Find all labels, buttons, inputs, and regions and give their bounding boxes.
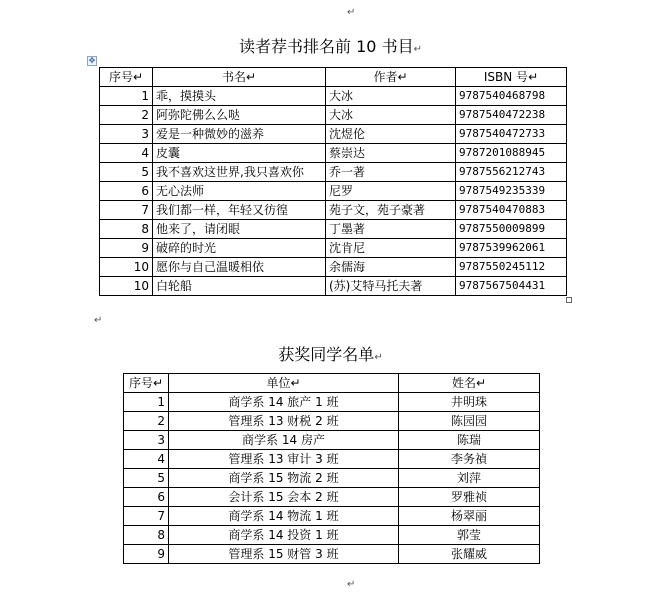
cell-no: 7 — [124, 507, 169, 526]
cell-no: 9 — [124, 545, 169, 564]
cell-book-name: 我不喜欢这世界,我只喜欢你 — [153, 163, 326, 182]
cell-no: 8 — [100, 220, 153, 239]
cell-author: 余儒海 — [326, 258, 456, 277]
cell-author: 大冰 — [326, 106, 456, 125]
cell-book-name: 阿弥陀佛么么哒 — [153, 106, 326, 125]
awards-table — [123, 373, 540, 564]
cell-author: 沈煜伦 — [326, 125, 456, 144]
table-row — [124, 431, 540, 450]
cell-unit: 商学系 15 物流 2 班 — [169, 469, 399, 488]
paragraph-mark: ↵ — [413, 44, 422, 55]
paragraph-mark-top: ↵ — [347, 7, 356, 18]
header-book-name: 书名↵ — [153, 68, 326, 87]
table-row — [100, 125, 567, 144]
cell-author: 苑子文，苑子豪著 — [326, 201, 456, 220]
table-row — [124, 507, 540, 526]
cell-author: 大冰 — [326, 87, 456, 106]
cell-unit: 会计系 15 会本 2 班 — [169, 488, 399, 507]
cell-book-name: 白轮船 — [153, 277, 326, 296]
cell-student-name: 陈园园 — [399, 412, 540, 431]
table-row — [124, 526, 540, 545]
cell-student-name: 李务禎 — [399, 450, 540, 469]
table-row — [100, 201, 567, 220]
table-row — [100, 258, 567, 277]
cell-unit: 商学系 14 旅产 1 班 — [169, 393, 399, 412]
cell-author: 乔一著 — [326, 163, 456, 182]
cell-isbn: 9787201088945 — [456, 144, 567, 163]
cell-book-name: 他来了，请闭眼 — [153, 220, 326, 239]
cell-isbn: 9787550009899 — [456, 220, 567, 239]
table-row — [124, 545, 540, 564]
awards-body — [124, 393, 540, 564]
cell-isbn: 9787567504431 — [456, 277, 567, 296]
header-student-name: 姓名↵ — [399, 374, 540, 393]
table-row — [100, 277, 567, 296]
cell-author: 丁墨著 — [326, 220, 456, 239]
cell-author: (苏)艾特马托夫著 — [326, 277, 456, 296]
cell-isbn: 9787550245112 — [456, 258, 567, 277]
table-row — [100, 220, 567, 239]
cell-isbn: 9787540470883 — [456, 201, 567, 220]
books-header-row — [100, 68, 567, 87]
cell-unit: 管理系 13 审计 3 班 — [169, 450, 399, 469]
table-row — [124, 469, 540, 488]
cell-no: 9 — [100, 239, 153, 258]
books-title — [0, 38, 661, 59]
cell-isbn: 9787549235339 — [456, 182, 567, 201]
table-resize-handle[interactable] — [566, 297, 572, 303]
cell-unit: 商学系 14 房产 — [169, 431, 399, 450]
cell-isbn: 9787540468798 — [456, 87, 567, 106]
cell-isbn: 9787540472733 — [456, 125, 567, 144]
cell-book-name: 乖，摸摸头 — [153, 87, 326, 106]
books-body — [100, 87, 567, 296]
header-isbn: ISBN 号↵ — [456, 68, 567, 87]
cell-unit: 商学系 14 物流 1 班 — [169, 507, 399, 526]
table-row — [100, 163, 567, 182]
cell-unit: 管理系 13 财税 2 班 — [169, 412, 399, 431]
paragraph-mark: ↵ — [374, 352, 383, 363]
cell-isbn: 9787556212743 — [456, 163, 567, 182]
cell-no: 1 — [124, 393, 169, 412]
cell-no: 3 — [100, 125, 153, 144]
cell-no: 4 — [124, 450, 169, 469]
cell-student-name: 杨翠丽 — [399, 507, 540, 526]
cell-no: 10 — [100, 258, 153, 277]
awards-title-text: 获奖同学名单 — [278, 345, 375, 364]
cell-no: 1 — [100, 87, 153, 106]
cell-no: 10 — [100, 277, 153, 296]
table-row — [100, 87, 567, 106]
table-row — [100, 144, 567, 163]
cell-author: 尼罗 — [326, 182, 456, 201]
cell-no: 4 — [100, 144, 153, 163]
cell-no: 7 — [100, 201, 153, 220]
books-title-text: 读者荐书排名前 10 书目 — [239, 37, 414, 56]
cell-student-name: 陈瑞 — [399, 431, 540, 450]
table-row — [124, 412, 540, 431]
awards-title — [0, 346, 661, 367]
header-no: 序号↵ — [100, 68, 153, 87]
header-unit: 单位↵ — [169, 374, 399, 393]
cell-no: 5 — [124, 469, 169, 488]
header-no: 序号↵ — [124, 374, 169, 393]
table-row — [124, 488, 540, 507]
cell-book-name: 爱是一种微妙的滋养 — [153, 125, 326, 144]
awards-header-row — [124, 374, 540, 393]
paragraph-mark-bottom: ↵ — [347, 579, 356, 590]
cell-book-name: 无心法师 — [153, 182, 326, 201]
table-row — [100, 182, 567, 201]
cell-no: 3 — [124, 431, 169, 450]
cell-book-name: 破碎的时光 — [153, 239, 326, 258]
table-row — [100, 106, 567, 125]
cell-author: 蔡崇达 — [326, 144, 456, 163]
header-author: 作者↵ — [326, 68, 456, 87]
cell-author: 沈肯尼 — [326, 239, 456, 258]
cell-book-name: 皮囊 — [153, 144, 326, 163]
cell-no: 5 — [100, 163, 153, 182]
books-table — [99, 67, 567, 296]
cell-unit: 商学系 14 投资 1 班 — [169, 526, 399, 545]
cell-no: 6 — [124, 488, 169, 507]
cell-no: 2 — [124, 412, 169, 431]
cell-student-name: 井明珠 — [399, 393, 540, 412]
paragraph-mark-after-books: ↵ — [94, 315, 103, 326]
cell-unit: 管理系 15 财管 3 班 — [169, 545, 399, 564]
cell-book-name: 我们都一样，年轻又彷徨 — [153, 201, 326, 220]
cell-student-name: 张耀威 — [399, 545, 540, 564]
cell-no: 2 — [100, 106, 153, 125]
table-row — [124, 450, 540, 469]
cell-student-name: 罗雅祯 — [399, 488, 540, 507]
table-row — [100, 239, 567, 258]
cell-student-name: 郭莹 — [399, 526, 540, 545]
table-move-anchor-icon[interactable]: ✥ — [88, 56, 96, 65]
cell-book-name: 愿你与自己温暖相依 — [153, 258, 326, 277]
cell-no: 8 — [124, 526, 169, 545]
cell-isbn: 9787540472238 — [456, 106, 567, 125]
cell-no: 6 — [100, 182, 153, 201]
cell-isbn: 9787539962061 — [456, 239, 567, 258]
table-row — [124, 393, 540, 412]
cell-student-name: 刘萍 — [399, 469, 540, 488]
